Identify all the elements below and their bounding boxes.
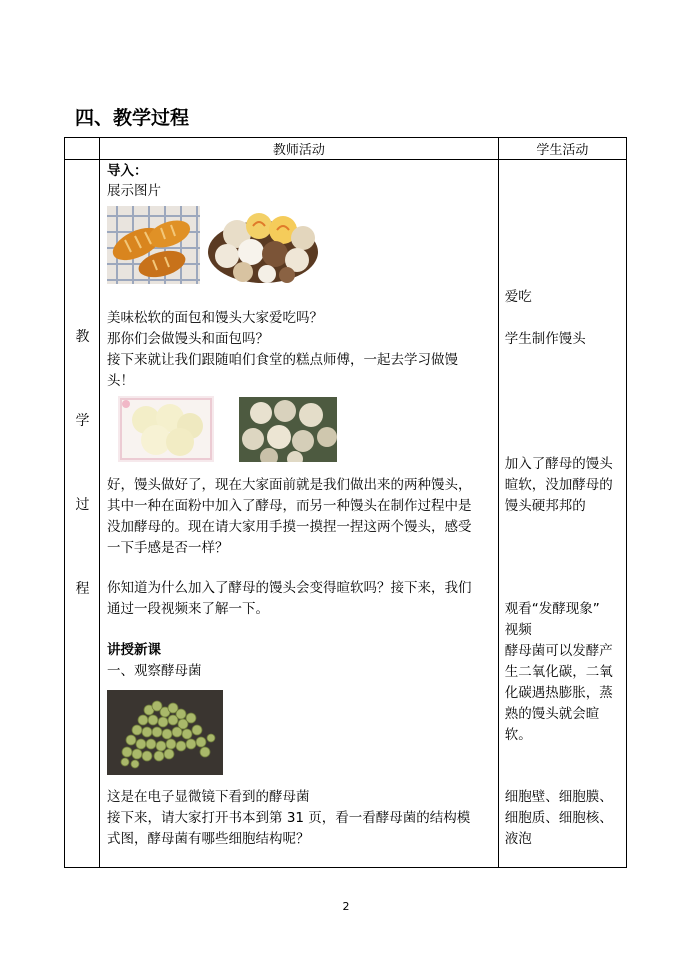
student-explain-line2: 生二氧化碳，二氧 bbox=[504, 664, 613, 680]
paragraph-tasting-line1: 好，馒头做好了，现在大家面前就是我们做出来的两种馒头， bbox=[107, 477, 472, 493]
follow-chef-line1: 接下来就让我们跟随咱们食堂的糕点师傅，一起去学习做馒 bbox=[107, 352, 459, 368]
follow-chef-line2: 头！ bbox=[107, 373, 135, 389]
student-watch-video-line2: 视频 bbox=[504, 622, 532, 638]
observe-yeast-heading: 一、观察酵母菌 bbox=[107, 663, 202, 679]
student-structure-line2: 细胞质、细胞核、 bbox=[504, 810, 613, 826]
new-lesson-heading: 讲授新课 bbox=[107, 642, 162, 658]
show-images-text: 展示图片 bbox=[107, 183, 162, 199]
student-structure-line3: 液泡 bbox=[504, 831, 532, 847]
student-explain-line3: 化碳遇热膨胀，蒸 bbox=[504, 685, 613, 701]
bread-photo bbox=[107, 206, 200, 284]
side-label-cell bbox=[65, 160, 100, 868]
paragraph-book-line2: 式图，酵母菌有哪些细胞结构呢？ bbox=[107, 831, 310, 847]
white-buns-photo bbox=[118, 396, 214, 462]
section-title: 四、教学过程 bbox=[75, 107, 190, 129]
paragraph-tasting-line2: 其中一种在面粉中加入了酵母，而另一种馒头在制作过程中是 bbox=[107, 498, 472, 514]
table-header-row bbox=[65, 138, 627, 160]
student-activity-cell bbox=[498, 160, 626, 868]
student-explain-line5: 软。 bbox=[504, 727, 532, 743]
side-char-1: 教 bbox=[75, 329, 90, 345]
paragraph-why-line1: 你知道为什么加入了酵母的馒头会变得暄软吗？接下来，我们 bbox=[107, 580, 472, 596]
paragraph-why-line2: 通过一段视频来了解一下。 bbox=[107, 601, 270, 617]
student-structure-line1: 细胞壁、细胞膜、 bbox=[504, 789, 613, 805]
paragraph-tasting-line4: 一下手感是否一样？ bbox=[107, 540, 229, 556]
buns-bowl-photo bbox=[207, 204, 319, 284]
student-make-buns: 学生制作馒头 bbox=[504, 331, 586, 347]
student-compare-line2: 暄软，没加酵母的 bbox=[504, 477, 613, 493]
intro-heading: 导入： bbox=[107, 163, 148, 179]
plain-buns-photo bbox=[239, 397, 337, 462]
header-teacher: 教师活动 bbox=[100, 138, 499, 160]
question-like: 美味松软的面包和馒头大家爱吃吗？ bbox=[107, 310, 324, 326]
student-compare-line1: 加入了酵母的馒头 bbox=[504, 456, 613, 472]
yeast-micrograph bbox=[107, 690, 223, 775]
side-char-4: 程 bbox=[75, 581, 90, 597]
lesson-process-table bbox=[64, 137, 627, 868]
side-char-3: 过 bbox=[75, 497, 90, 513]
student-compare-line3: 馒头硬邦邦的 bbox=[504, 498, 586, 514]
header-student: 学生活动 bbox=[498, 138, 626, 160]
paragraph-tasting-line3: 没加酵母的。现在请大家用手摸一摸捏一捏这两个馒头，感受 bbox=[107, 519, 472, 535]
student-explain-line1: 酵母菌可以发酵产 bbox=[504, 643, 613, 659]
student-watch-video-line1: 观看“发酵现象” bbox=[504, 601, 600, 617]
student-answer-like: 爱吃 bbox=[504, 289, 532, 305]
page-number: 2 bbox=[342, 900, 350, 913]
table-body-row bbox=[65, 160, 627, 868]
paragraph-book-line1: 接下来，请大家打开书本到第 31 页，看一看酵母菌的结构模 bbox=[107, 810, 471, 826]
teacher-activity-cell bbox=[100, 160, 499, 868]
student-explain-line4: 熟的馒头就会暄 bbox=[504, 706, 600, 722]
micrograph-caption: 这是在电子显微镜下看到的酵母菌 bbox=[107, 789, 310, 805]
header-empty bbox=[65, 138, 100, 160]
side-char-2: 学 bbox=[75, 413, 90, 429]
question-can-make: 那你们会做馒头和面包吗？ bbox=[107, 331, 270, 347]
